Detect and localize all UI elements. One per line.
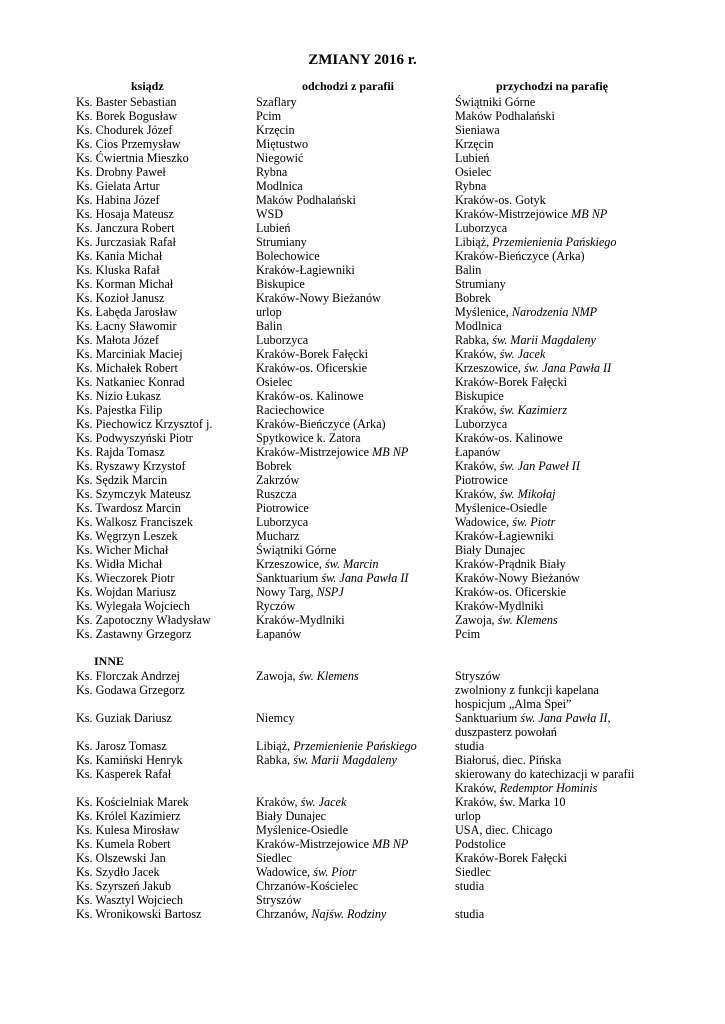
arrives-parish: Biskupice — [455, 389, 504, 403]
priest-name: Ks. Piechowicz Krzysztof j. — [76, 417, 213, 431]
leaves-parish: Strumiany — [256, 235, 307, 249]
table-row — [0, 557, 725, 571]
table-row — [0, 487, 725, 501]
arrives-parish: Pcim — [455, 627, 481, 641]
arrives-parish: Zawoja, św. Klemens — [455, 613, 558, 627]
priest-name: Ks. Hosaja Mateusz — [76, 207, 174, 221]
leaves-parish: Balin — [256, 319, 283, 333]
table-row — [0, 599, 725, 613]
arrives-parish — [455, 809, 695, 823]
leaves-parish: Pcim — [256, 109, 282, 123]
leaves-parish: Niegowić — [256, 151, 304, 165]
arrives-parish: Świątniki Górne — [455, 95, 536, 109]
leaves-parish: Bolechowice — [256, 249, 320, 263]
arrives-line: studia — [455, 907, 485, 921]
table-row — [0, 753, 725, 767]
priest-name: Ks. Podwyszyński Piotr — [76, 431, 193, 445]
priest-name: Ks. Marciniak Maciej — [76, 347, 183, 361]
arrives-parish: Piotrowice — [455, 473, 508, 487]
priest-name: Ks. Wicher Michał — [76, 543, 169, 557]
arrives-parish-italic: św. Piotr — [512, 515, 556, 529]
priest-name: Ks. Natkaniec Konrad — [76, 375, 185, 389]
arrives-line: duszpasterz powołań — [455, 725, 557, 739]
table-row — [0, 403, 725, 417]
leaves-parish: Biały Dunajec — [256, 809, 327, 823]
leaves-parish: Bobrek — [256, 459, 292, 473]
arrives-parish-italic: Przemienienia Pańskiego — [492, 235, 617, 249]
priest-name: Ks. Łacny Sławomir — [76, 319, 177, 333]
arrives-parish — [455, 669, 695, 683]
arrives-parish: Kraków-os. Gotyk — [455, 193, 546, 207]
priest-name: Ks. Janczura Robert — [76, 221, 175, 235]
arrives-line: Sanktuarium św. Jana Pawła II, — [455, 711, 611, 725]
leaves-parish: Kraków-Mistrzejowice MB NP — [256, 837, 409, 851]
priest-name: Ks. Wronikowski Bartosz — [76, 907, 202, 921]
priest-name: Ks. Zapotoczny Władysław — [76, 613, 211, 627]
arrives-parish — [455, 767, 695, 795]
main-table — [0, 95, 725, 641]
arrives-parish: Lubień — [455, 151, 490, 165]
priest-name: Ks. Sędzik Marcin — [76, 473, 168, 487]
table-row — [0, 739, 725, 753]
arrives-parish — [455, 739, 695, 753]
leaves-parish: Luborzyca — [256, 333, 309, 347]
table-row — [0, 795, 725, 809]
table-row — [0, 109, 725, 123]
arrives-line: Kraków-Borek Fałęcki — [455, 851, 568, 865]
arrives-parish: Kraków-Prądnik Biały — [455, 557, 566, 571]
table-row — [0, 319, 725, 333]
arrives-parish-italic: św. Klemens — [497, 613, 558, 627]
leaves-parish: Modlnica — [256, 179, 303, 193]
priest-name: Ks. Widła Michał — [76, 557, 163, 571]
page-title: ZMIANY 2016 r. — [308, 52, 417, 68]
table-row — [0, 669, 725, 683]
leaves-parish: Osielec — [256, 375, 293, 389]
leaves-parish: Kraków-Mydlniki — [256, 613, 345, 627]
table-row — [0, 151, 725, 165]
leaves-parish: Lubień — [256, 221, 291, 235]
leaves-parish: Nowy Targ, NSPJ — [256, 585, 344, 599]
arrives-parish — [455, 711, 695, 739]
arrives-parish: Kraków, św. Jan Paweł II — [455, 459, 580, 473]
table-row — [0, 221, 725, 235]
arrives-line: USA, diec. Chicago — [455, 823, 553, 837]
table-row — [0, 585, 725, 599]
arrives-line-italic: Redemptor Hominis — [499, 781, 598, 795]
arrives-line: Kraków, św. Marka 10 — [455, 795, 566, 809]
leaves-parish-italic: Najśw. Rodziny — [311, 907, 387, 921]
leaves-parish: Krzęcin — [256, 123, 295, 137]
arrives-parish: Maków Podhalański — [455, 109, 555, 123]
leaves-parish: Libiąż, Przemienienie Pańskiego — [256, 739, 417, 753]
leaves-parish: Myślenice-Osiedle — [256, 823, 349, 837]
arrives-parish-italic: św. Mikołaj — [499, 487, 556, 501]
priest-name: Ks. Szydło Jacek — [76, 865, 160, 879]
table-row — [0, 347, 725, 361]
priest-name: Ks. Nizio Łukasz — [76, 389, 161, 403]
leaves-parish: WSD — [256, 207, 284, 221]
table-row — [0, 515, 725, 529]
arrives-parish — [455, 823, 695, 837]
leaves-parish: Wadowice, św. Piotr — [256, 865, 357, 879]
leaves-parish: Biskupice — [256, 277, 305, 291]
priest-name: Ks. Szyrszeń Jakub — [76, 879, 172, 893]
arrives-line: studia — [455, 879, 485, 893]
leaves-parish: urlop — [256, 305, 282, 319]
table-row — [0, 291, 725, 305]
arrives-parish: Sieniawa — [455, 123, 500, 137]
leaves-parish: Luborzyca — [256, 515, 309, 529]
leaves-parish-italic: MB NP — [372, 445, 409, 459]
arrives-line: Podstolice — [455, 837, 506, 851]
table-row — [0, 277, 725, 291]
priest-name: Ks. Jarosz Tomasz — [76, 739, 167, 753]
priest-name: Ks. Kumela Robert — [76, 837, 171, 851]
leaves-parish: Kraków, św. Jacek — [256, 795, 347, 809]
priest-name: Ks. Ćwiertnia Mieszko — [76, 151, 189, 165]
table-row — [0, 851, 725, 865]
priest-name: Ks. Drobny Paweł — [76, 165, 166, 179]
priest-name: Ks. Korman Michał — [76, 277, 174, 291]
arrives-parish — [455, 753, 695, 767]
arrives-parish: Kraków, św. Mikołaj — [455, 487, 556, 501]
arrives-line: zwolniony z funkcji kapelana — [455, 683, 599, 697]
arrives-parish: Kraków-Borek Fałęcki — [455, 375, 568, 389]
leaves-parish: Stryszów — [256, 893, 302, 907]
arrives-parish: Luborzyca — [455, 221, 508, 235]
priest-name: Ks. Wylegała Wojciech — [76, 599, 190, 613]
leaves-parish-italic: MB NP — [372, 837, 409, 851]
leaves-parish: Świątniki Górne — [256, 543, 337, 557]
arrives-parish-italic: św. Jacek — [499, 347, 546, 361]
priest-name: Ks. Kozioł Janusz — [76, 291, 165, 305]
table-row — [0, 361, 725, 375]
leaves-parish: Rabka, św. Marii Magdaleny — [256, 753, 397, 767]
priest-name: Ks. Kulesa Mirosław — [76, 823, 180, 837]
arrives-parish-italic: Narodzenia NMP — [511, 305, 598, 319]
priest-name: Ks. Węgrzyn Leszek — [76, 529, 178, 543]
table-row — [0, 473, 725, 487]
leaves-parish: Szaflary — [256, 95, 297, 109]
table-row — [0, 389, 725, 403]
arrives-parish — [455, 865, 695, 879]
priest-name: Ks. Kasperek Rafał — [76, 767, 172, 781]
table-row — [0, 431, 725, 445]
table-row — [0, 711, 725, 739]
table-row — [0, 333, 725, 347]
leaves-parish: Chrzanów, Najśw. Rodziny — [256, 907, 387, 921]
arrives-parish: Wadowice, św. Piotr — [455, 515, 556, 529]
table-row — [0, 263, 725, 277]
table-row — [0, 865, 725, 879]
arrives-parish — [455, 683, 695, 711]
table-row — [0, 249, 725, 263]
arrives-line: Stryszów — [455, 669, 501, 683]
priest-name: Ks. Małota Józef — [76, 333, 159, 347]
arrives-parish: Kraków-Łagiewniki — [455, 529, 554, 543]
arrives-parish: Krzęcin — [455, 137, 494, 151]
arrives-parish-italic: św. Kazimierz — [499, 403, 568, 417]
table-row — [0, 879, 725, 893]
leaves-parish: Mucharz — [256, 529, 300, 543]
arrives-line-italic: św. Jana Pawła II — [520, 711, 608, 725]
priest-name: Ks. Wasztyl Wojciech — [76, 893, 183, 907]
leaves-parish: Kraków-os. Kalinowe — [256, 389, 364, 403]
leaves-parish: Kraków-Borek Fałęcki — [256, 347, 369, 361]
leaves-parish: Sanktuarium św. Jana Pawła II — [256, 571, 409, 585]
table-row — [0, 767, 725, 795]
column-header-arrives: przychodzi na parafię — [496, 79, 608, 93]
table-row — [0, 179, 725, 193]
table-row — [0, 235, 725, 249]
arrives-line: Białoruś, diec. Pińska — [455, 753, 562, 767]
priest-name: Ks. Guziak Dariusz — [76, 711, 172, 725]
table-row — [0, 613, 725, 627]
arrives-parish: Myślenice-Osiedle — [455, 501, 548, 515]
priest-name: Ks. Wojdan Mariusz — [76, 585, 177, 599]
table-row — [0, 907, 725, 921]
arrives-parish: Osielec — [455, 165, 492, 179]
table-row — [0, 137, 725, 151]
leaves-parish: Niemcy — [256, 711, 295, 725]
arrives-parish — [455, 879, 695, 893]
table-row — [0, 165, 725, 179]
table-row — [0, 459, 725, 473]
leaves-parish: Zawoja, św. Klemens — [256, 669, 359, 683]
priest-name: Ks. Godawa Grzegorz — [76, 683, 185, 697]
priest-name: Ks. Olszewski Jan — [76, 851, 166, 865]
arrives-parish: Kraków, św. Jacek — [455, 347, 546, 361]
other-table — [0, 669, 725, 921]
table-row — [0, 571, 725, 585]
leaves-parish: Kraków-Nowy Bieżanów — [256, 291, 381, 305]
priest-name: Ks. Zastawny Grzegorz — [76, 627, 192, 641]
priest-name: Ks. Habina Józef — [76, 193, 160, 207]
column-header-leaves: odchodzi z parafii — [302, 79, 394, 93]
arrives-parish: Kraków-Bieńczyce (Arka) — [455, 249, 585, 263]
arrives-parish — [455, 851, 695, 865]
table-row — [0, 193, 725, 207]
priest-name: Ks. Pajestka Filip — [76, 403, 163, 417]
table-row — [0, 501, 725, 515]
leaves-parish: Raciechowice — [256, 403, 325, 417]
leaves-parish: Kraków-Bieńczyce (Arka) — [256, 417, 386, 431]
leaves-parish-italic: św. Marii Magdaleny — [293, 753, 397, 767]
arrives-parish: Luborzyca — [455, 417, 508, 431]
arrives-parish: Bobrek — [455, 291, 491, 305]
priest-name: Ks. Łabęda Jarosław — [76, 305, 178, 319]
leaves-parish: Kraków-os. Oficerskie — [256, 361, 368, 375]
arrives-line: skierowany do katechizacji w parafii — [455, 767, 635, 781]
priest-name: Ks. Kamiński Henryk — [76, 753, 183, 767]
arrives-parish: Łapanów — [455, 445, 501, 459]
leaves-parish: Zakrzów — [256, 473, 300, 487]
table-row — [0, 683, 725, 711]
leaves-parish: Siedlec — [256, 851, 292, 865]
priest-name: Ks. Rajda Tomasz — [76, 445, 165, 459]
table-row — [0, 375, 725, 389]
priest-name: Ks. Jurczasiak Rafał — [76, 235, 176, 249]
leaves-parish-italic: św. Klemens — [298, 669, 359, 683]
priest-name: Ks. Kościelniak Marek — [76, 795, 189, 809]
arrives-parish — [455, 837, 695, 851]
leaves-parish: Łapanów — [256, 627, 302, 641]
leaves-parish: Ruszcza — [256, 487, 297, 501]
leaves-parish: Ryczów — [256, 599, 296, 613]
leaves-parish: Piotrowice — [256, 501, 309, 515]
arrives-parish: Modlnica — [455, 319, 502, 333]
section-label-other: INNE — [94, 654, 125, 668]
arrives-parish: Kraków-Mydlniki — [455, 599, 544, 613]
arrives-parish-italic: św. Marii Magdaleny — [492, 333, 596, 347]
leaves-parish: Kraków-Mistrzejowice MB NP — [256, 445, 409, 459]
arrives-parish: Balin — [455, 263, 482, 277]
priest-name: Ks. Królel Kazimierz — [76, 809, 181, 823]
arrives-parish: Myślenice, Narodzenia NMP — [455, 305, 598, 319]
table-row — [0, 95, 725, 109]
priest-name: Ks. Wieczorek Piotr — [76, 571, 175, 585]
priest-name: Ks. Cios Przemysław — [76, 137, 181, 151]
leaves-parish: Miętustwo — [256, 137, 309, 151]
priest-name: Ks. Michałek Robert — [76, 361, 178, 375]
leaves-parish: Maków Podhalański — [256, 193, 356, 207]
priest-name: Ks. Chodurek Józef — [76, 123, 173, 137]
leaves-parish: Krzeszowice, św. Marcin — [256, 557, 379, 571]
arrives-line: urlop — [455, 809, 481, 823]
leaves-parish: Spytkowice k. Zatora — [256, 431, 361, 445]
leaves-parish: Chrzanów-Kościelec — [256, 879, 359, 893]
table-row — [0, 837, 725, 851]
leaves-parish: Rybna — [256, 165, 288, 179]
table-row — [0, 543, 725, 557]
arrives-parish: Kraków-os. Kalinowe — [455, 431, 563, 445]
table-row — [0, 123, 725, 137]
arrives-parish — [455, 907, 695, 921]
priest-name: Ks. Kania Michał — [76, 249, 163, 263]
priest-name: Ks. Szymczyk Mateusz — [76, 487, 191, 501]
leaves-parish: Kraków-Łagiewniki — [256, 263, 355, 277]
arrives-line: hospicjum „Alma Spei” — [455, 697, 572, 711]
arrives-parish: Kraków-Mistrzejowice MB NP — [455, 207, 608, 221]
priest-name: Ks. Gielata Artur — [76, 179, 160, 193]
arrives-parish: Kraków-os. Oficerskie — [455, 585, 567, 599]
arrives-parish: Kraków-Nowy Bieżanów — [455, 571, 580, 585]
table-row — [0, 529, 725, 543]
priest-name: Ks. Borek Bogusław — [76, 109, 178, 123]
arrives-parish: Rabka, św. Marii Magdaleny — [455, 333, 596, 347]
leaves-parish-italic: św. Piotr — [313, 865, 357, 879]
arrives-parish: Krzeszowice, św. Jana Pawła II — [455, 361, 612, 375]
leaves-parish-italic: św. Marcin — [325, 557, 379, 571]
table-row — [0, 417, 725, 431]
arrives-parish-italic: MB NP — [571, 207, 608, 221]
arrives-parish-italic: św. Jan Paweł II — [499, 459, 580, 473]
priest-name: Ks. Twardosz Marcin — [76, 501, 181, 515]
arrives-parish: Kraków, św. Kazimierz — [455, 403, 568, 417]
arrives-parish — [455, 795, 695, 809]
arrives-parish: Rybna — [455, 179, 487, 193]
table-row — [0, 305, 725, 319]
leaves-parish-italic: św. Jacek — [300, 795, 347, 809]
leaves-parish-italic: Przemienienie Pańskiego — [293, 739, 417, 753]
table-row — [0, 207, 725, 221]
arrives-parish-italic: św. Jana Pawła II — [524, 361, 612, 375]
table-row — [0, 627, 725, 641]
priest-name: Ks. Florczak Andrzej — [76, 669, 180, 683]
arrives-line: Kraków, Redemptor Hominis — [455, 781, 598, 795]
priest-name: Ks. Baster Sebastian — [76, 95, 177, 109]
column-header-priest: ksiądz — [131, 79, 164, 93]
table-row — [0, 809, 725, 823]
priest-name: Ks. Ryszawy Krzystof — [76, 459, 186, 473]
leaves-parish-italic: św. Jana Pawła II — [321, 571, 409, 585]
priest-name: Ks. Walkosz Franciszek — [76, 515, 193, 529]
table-row — [0, 893, 725, 907]
leaves-parish-italic: NSPJ — [316, 585, 344, 599]
table-row — [0, 823, 725, 837]
arrives-line: studia — [455, 739, 485, 753]
priest-name: Ks. Kluska Rafał — [76, 263, 160, 277]
arrives-line: Siedlec — [455, 865, 491, 879]
arrives-parish: Strumiany — [455, 277, 506, 291]
arrives-parish: Biały Dunajec — [455, 543, 526, 557]
table-row — [0, 445, 725, 459]
arrives-parish: Libiąż, Przemienienia Pańskiego — [455, 235, 617, 249]
